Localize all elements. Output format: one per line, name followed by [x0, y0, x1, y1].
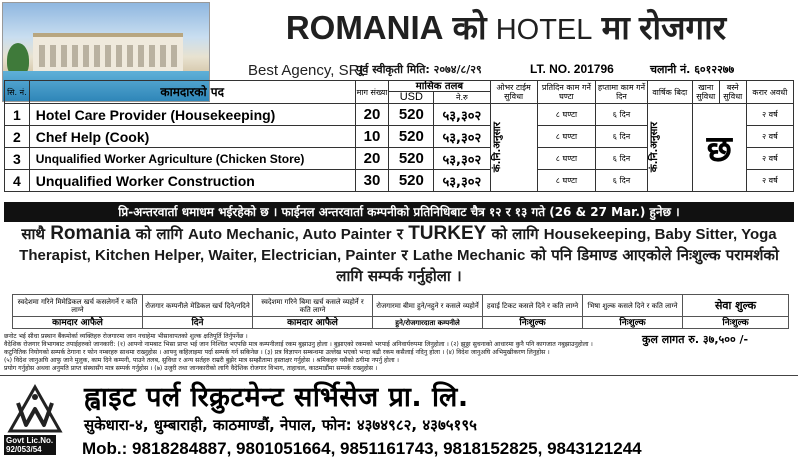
para-romania: Romania: [50, 223, 131, 244]
para-text: को लागि: [491, 225, 539, 243]
fee-header: हवाई टिकट कसले दिने र कति लाग्ने: [483, 295, 583, 317]
note-line: प्रयोग गर्नुहोस अथवा अनुमति प्राप्त संस्थासँग मात्र सम्पर्क गर्नुहोस । (७) उजुरी तथा जानकारीको लागि वैदेशिक रोजगार विभाग, ताहाचल, काठमाडौंमा सम्पर्क राख्नुहोस ।: [4, 365, 378, 372]
table-row: [5, 104, 794, 126]
row-demand: 20: [355, 104, 389, 126]
row-npr: ५३,३०२: [434, 170, 490, 192]
fee-value: हुने/रोजगारदाता कम्पनीले: [373, 317, 483, 329]
row-days: ६ दिन: [596, 148, 648, 170]
row-demand: 10: [355, 126, 389, 148]
company-logo-icon: [6, 383, 64, 435]
leave-value: कं.नि.अनुसार: [648, 122, 660, 173]
fee-value: कामदार आफैले: [253, 317, 373, 329]
para-turkey-jobs: Housekeeping, Baby Sitter, Yoga Therapist, Kitchen Helper, Waiter, Electrician, Painter: [19, 226, 777, 264]
company-mobile: Mob.: 9818284887, 9801051664, 9851161743, 9818152825, 9843121244: [82, 439, 642, 458]
row-usd: 520: [389, 104, 434, 126]
row-npr: ५३,३०२: [434, 104, 490, 126]
para-text: र: [401, 246, 408, 264]
overtime-cell: [490, 104, 537, 192]
fee-header: रोजगारमा बीमा हुने/नहुने र कसले व्यहोर्ने: [373, 295, 483, 317]
row-days: ६ दिन: [596, 126, 648, 148]
footer-divider: [0, 375, 798, 376]
food-accom-value: छ: [692, 104, 746, 192]
row-contract: २ वर्ष: [746, 126, 793, 148]
row-post: Unqualified Worker Agriculture (Chicken Store): [29, 148, 355, 170]
row-post: Unqualified Worker Construction: [29, 170, 355, 192]
row-contract: २ वर्ष: [746, 170, 793, 192]
fees-header-row: [13, 295, 789, 317]
jobs-table: [4, 80, 794, 192]
fee-value: निःशुल्क: [483, 317, 583, 329]
row-post: Chef Help (Cook): [29, 126, 355, 148]
fee-header: रोजगार कम्पनीले मेडिकल खर्च दिने/नदिने: [143, 295, 253, 317]
title-end: रोजगार: [639, 9, 727, 46]
row-sn: 3: [5, 148, 30, 170]
para-lathe: Lathe Mechanic: [412, 247, 526, 264]
header-overtime: ओभर टाईम सुविधा: [490, 81, 537, 104]
approval-date: पूर्व स्वीकृती मिति: २०७४/८/२९: [356, 63, 482, 76]
fee-header: स्वदेशमा गरिने मिमेडिकल खर्च कसलेगर्ने र कति लाग्ने: [13, 295, 143, 317]
interview-banner: प्रि-अन्तरवार्ता धमाधम भईरहेको छ । फाईनल अन्तरवार्ता कम्पनीको प्रतिनिधिबाट चैत्र १२ र १३ गते (26 & 27 Mar.) हुनेछ ।: [4, 202, 794, 222]
para-text: को पनि डिमाण्ड आएकोले निःशुल्क परामर्शको लागि सम्पर्क गर्नुहोला ।: [336, 246, 779, 285]
agency-name: Best Agency, SRL: [248, 62, 368, 79]
title-mid: को: [452, 9, 487, 46]
row-hours: ८ घण्टा: [537, 104, 595, 126]
row-demand: 30: [355, 170, 389, 192]
lt-number: LT. NO. 201796: [530, 62, 614, 76]
row-hours: ८ घण्टा: [537, 126, 595, 148]
row-usd: 520: [389, 126, 434, 148]
hotel-building-shape: [33, 33, 183, 71]
demand-paragraph: [14, 224, 784, 286]
header-usd: USD: [389, 92, 434, 104]
para-text: र: [396, 225, 403, 243]
row-sn: 1: [5, 104, 30, 126]
chalani-number: चलानी नं. ६०१२२७७: [650, 63, 735, 76]
row-usd: 520: [389, 170, 434, 192]
fee-header: सेवा शुल्क: [683, 295, 789, 317]
row-contract: २ वर्ष: [746, 104, 793, 126]
row-days: ६ दिन: [596, 170, 648, 192]
header-post: कामदारको पद: [29, 81, 355, 104]
fee-header: भिषा शुल्क कसले दिने र कति लाग्ने: [583, 295, 683, 317]
title-ma: मा: [601, 9, 630, 46]
company-name: ह्वाइट पर्ल रिक्रुटमेन्ट सर्भिसेज प्रा. लि.: [84, 382, 469, 413]
header-salary: मासिक तलब: [389, 81, 490, 92]
page-title: [218, 4, 794, 44]
header-contract: करार अवधी: [746, 81, 793, 104]
footer: [0, 375, 798, 473]
note-line: वैदेशिक रोजगार विभागबाट तपाईहरुको जानकारी: (१) आफ्नो नामबाट भिसा प्राप्त भई जान निश्चित भएपछि मात्र कम्पनीलाई रकम बुझाउनु होला । बुझाएको रकमको भरपाई अनिवार्यरुपमा लिनुहोला । (२) झुठ्ठा सुचनाको आधारमा कुनै पनि कागजात नबुझाउनुहोला ।: [4, 341, 593, 348]
header-hours: प्रतिदिन काम गर्ने घण्टा: [537, 81, 595, 104]
row-usd: 520: [389, 148, 434, 170]
para-turkey: TURKEY: [408, 223, 487, 244]
header-sn: सि. नं.: [5, 81, 30, 104]
title-country: ROMANIA: [285, 9, 444, 46]
row-npr: ५३,३०२: [434, 148, 490, 170]
row-hours: ८ घण्टा: [537, 170, 595, 192]
row-demand: 20: [355, 148, 389, 170]
title-hotel: HOTEL: [495, 14, 593, 46]
fee-value: दिने: [143, 317, 253, 329]
fee-value: कामदार आफैले: [13, 317, 143, 329]
header-demand: माग संख्या: [355, 81, 389, 104]
row-post: Hotel Care Provider (Housekeeping): [29, 104, 355, 126]
fee-value: निःशुल्क: [583, 317, 683, 329]
fees-value-row: [13, 317, 789, 329]
row-sn: 2: [5, 126, 30, 148]
header-days: हप्तामा काम गर्ने दिन: [596, 81, 648, 104]
note-line: कटुनितिक नियोगको सम्पर्क ठेगाना र फोन नम्बरहरु साथमा राख्नुहोस । आफ्नु कहिलाइमा पर्दा सम्पर्क गर्न सकिनेछ । (३) प्रत्र विज्ञापन सम्बन्धमा उल्लेख भएको भन्दा बढी रकम कसैलाई नदिनु होला । (४) विदेश जानुअघि अभिमुखीकरण लिनुहोस ।: [4, 349, 550, 356]
row-hours: ८ घण्टा: [537, 148, 595, 170]
company-address: सुकेधारा-४, धुम्बाराही, काठमाण्डौं, नेपाल, फोन: ४३७४९८२, ४३७५१९५: [84, 416, 477, 434]
fee-header: स्वदेशमा गरिने बिमा खर्च कसले व्यहोर्ने र कति लाग्ने: [253, 295, 373, 317]
leave-cell: [647, 104, 692, 192]
total-cost: कुल लागत रु. ३७,५०० /-: [642, 333, 749, 346]
para-text: साथै: [21, 225, 45, 243]
para-romania-jobs: Auto Mechanic, Auto Painter: [187, 226, 392, 243]
fees-table: [12, 294, 789, 329]
header-leave: वार्षिक बिदा: [647, 81, 692, 104]
para-text: को लागि: [135, 225, 183, 243]
row-days: ६ दिन: [596, 104, 648, 126]
overtime-value: कं.नि.अनुसार: [491, 122, 503, 173]
row-npr: ५३,३०२: [434, 126, 490, 148]
govt-license: Govt Lic.No. 92/053/54: [4, 435, 56, 455]
header-npr: ने.रु: [434, 92, 490, 104]
header-accommodation: बस्ने सुविधा: [719, 81, 746, 104]
fee-value: निःशुल्क: [683, 317, 789, 329]
note-line: छनोट भई सीधा प्रस्थान बैंकमोर्का व्यक्तिहरु रोजगारमा जान नचाहेमा भीसावापतको शुल्क क्षतिपूर्ति तिर्नुपर्नेछ ।: [4, 333, 248, 340]
row-sn: 4: [5, 170, 30, 192]
header-food: खाना सुविधा: [692, 81, 719, 104]
row-contract: २ वर्ष: [746, 148, 793, 170]
note-line: (५) विदेश जानुअघि आफु जाने मुलुक, काम दिने कम्पनी, पाउने तलब, सुविधा र अन्य सर्तहरु राम्ररी बुझेर मात्र सम्झौतामा हस्ताक्षर गर्नुहोस । श्रमिकहरु यसैको ठगीमा नपर्नु होला ।: [4, 357, 399, 364]
